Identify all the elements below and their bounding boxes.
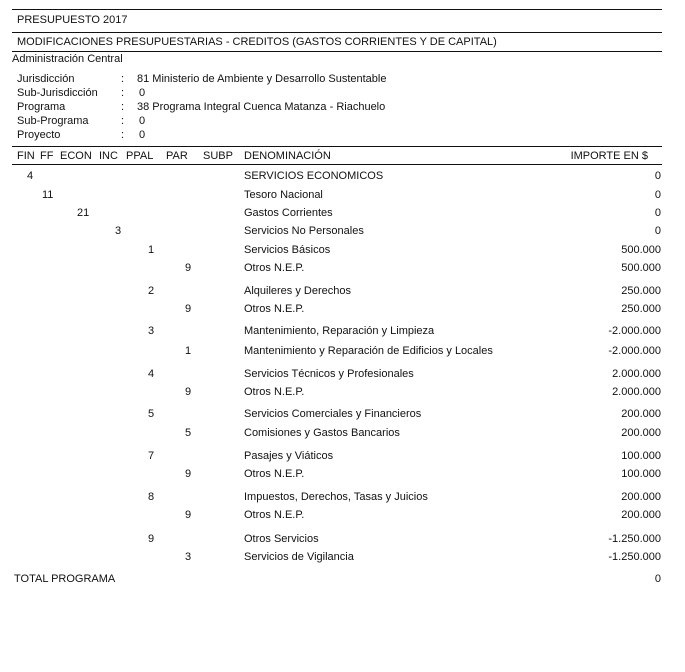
- row-importe: 2.000.000: [612, 386, 661, 398]
- info-sep: :: [121, 129, 125, 141]
- row-denominacion: Otros Servicios: [244, 533, 319, 545]
- total-label: TOTAL PROGRAMA: [14, 573, 116, 585]
- row-importe: 500.000: [621, 244, 661, 256]
- subtitle-rule: [12, 51, 662, 52]
- row-denominacion: Impuestos, Derechos, Tasas y Juicios: [244, 491, 428, 503]
- info-sep: :: [121, 101, 125, 113]
- row-importe: 0: [654, 170, 661, 182]
- row-importe: 2.000.000: [612, 368, 661, 380]
- row-code-par: 9: [185, 262, 192, 274]
- col-econ: ECON: [60, 150, 92, 162]
- title-rule: [12, 32, 662, 33]
- row-code-ppal: 9: [148, 533, 155, 545]
- row-importe: 200.000: [621, 491, 661, 503]
- info-label-proyecto: Proyecto: [17, 129, 61, 141]
- info-sep: :: [121, 87, 125, 99]
- row-code-fin: 4: [27, 170, 34, 182]
- row-code-par: 9: [185, 468, 192, 480]
- row-denominacion: Otros N.E.P.: [244, 386, 305, 398]
- row-denominacion: Servicios No Personales: [244, 225, 364, 237]
- row-code-par: 9: [185, 509, 192, 521]
- row-denominacion: Otros N.E.P.: [244, 468, 305, 480]
- info-value-programa: 38 Programa Integral Cuenca Matanza - Riachuelo: [137, 101, 386, 113]
- top-rule: [12, 9, 662, 10]
- row-importe: 100.000: [621, 468, 661, 480]
- info-label-jurisdiccion: Jurisdicción: [17, 73, 75, 85]
- row-denominacion: Otros N.E.P.: [244, 303, 305, 315]
- col-importe: IMPORTE EN $: [570, 150, 648, 162]
- info-sep: :: [121, 73, 125, 85]
- row-importe: -2.000.000: [608, 345, 661, 357]
- row-denominacion: Otros N.E.P.: [244, 509, 305, 521]
- col-ff: FF: [40, 150, 54, 162]
- row-importe: -1.250.000: [608, 533, 661, 545]
- table-header-top-rule: [12, 146, 662, 147]
- row-importe: 500.000: [621, 262, 661, 274]
- row-importe: 250.000: [621, 303, 661, 315]
- info-label-programa: Programa: [17, 101, 66, 113]
- row-importe: 200.000: [621, 408, 661, 420]
- row-code-ppal: 2: [148, 285, 155, 297]
- row-importe: 0: [654, 225, 661, 237]
- row-denominacion: Alquileres y Derechos: [244, 285, 351, 297]
- row-importe: -2.000.000: [608, 325, 661, 337]
- info-sep: :: [121, 115, 125, 127]
- admin-label: Administración Central: [12, 53, 123, 65]
- row-importe: 200.000: [621, 427, 661, 439]
- total-importe: 0: [654, 573, 661, 585]
- row-denominacion: Mantenimiento, Reparación y Limpieza: [244, 325, 435, 337]
- row-code-ppal: 5: [148, 408, 155, 420]
- row-code-ppal: 1: [148, 244, 155, 256]
- report-title: PRESUPUESTO 2017: [17, 14, 128, 26]
- row-code-econ: 21: [77, 207, 90, 219]
- row-denominacion: Servicios de Vigilancia: [244, 551, 354, 563]
- col-inc: INC: [99, 150, 118, 162]
- col-par: PAR: [166, 150, 188, 162]
- info-value-proyecto: 0: [139, 129, 146, 141]
- col-subp: SUBP: [203, 150, 233, 162]
- row-denominacion: SERVICIOS ECONOMICOS: [244, 170, 384, 182]
- row-code-ppal: 7: [148, 450, 155, 462]
- table-header-bottom-rule: [12, 164, 662, 165]
- row-denominacion: Servicios Técnicos y Profesionales: [244, 368, 414, 380]
- row-code-ppal: 8: [148, 491, 155, 503]
- row-importe: -1.250.000: [608, 551, 661, 563]
- row-code-inc: 3: [115, 225, 122, 237]
- row-importe: 200.000: [621, 509, 661, 521]
- col-ppal: PPAL: [126, 150, 154, 162]
- row-code-par: 9: [185, 386, 192, 398]
- info-value-subprograma: 0: [139, 115, 146, 127]
- row-importe: 0: [654, 207, 661, 219]
- row-code-par: 9: [185, 303, 192, 315]
- row-denominacion: Mantenimiento y Reparación de Edificios y Locales: [244, 345, 493, 357]
- info-label-subprograma: Sub-Programa: [17, 115, 89, 127]
- info-value-subjurisdiccion: 0: [139, 87, 146, 99]
- row-importe: 250.000: [621, 285, 661, 297]
- row-denominacion: Servicios Comerciales y Financieros: [244, 408, 422, 420]
- row-code-par: 3: [185, 551, 192, 563]
- row-importe: 0: [654, 189, 661, 201]
- row-code-par: 5: [185, 427, 192, 439]
- row-denominacion: Tesoro Nacional: [244, 189, 323, 201]
- row-code-ppal: 4: [148, 368, 155, 380]
- row-code-ff: 11: [42, 189, 54, 201]
- info-value-jurisdiccion: 81 Ministerio de Ambiente y Desarrollo Sustentable: [137, 73, 387, 85]
- report-subtitle: MODIFICACIONES PRESUPUESTARIAS - CREDITOS (GASTOS CORRIENTES Y DE CAPITAL): [17, 36, 497, 48]
- col-fin: FIN: [17, 150, 35, 162]
- col-denominacion: DENOMINACIÓN: [244, 150, 331, 162]
- row-denominacion: Gastos Corrientes: [244, 207, 333, 219]
- info-label-subjurisdiccion: Sub-Jurisdicción: [17, 87, 98, 99]
- row-denominacion: Servicios Básicos: [244, 244, 331, 256]
- row-denominacion: Comisiones y Gastos Bancarios: [244, 427, 400, 439]
- row-importe: 100.000: [621, 450, 661, 462]
- row-code-par: 1: [185, 345, 192, 357]
- row-denominacion: Pasajes y Viáticos: [244, 450, 334, 462]
- row-code-ppal: 3: [148, 325, 155, 337]
- row-denominacion: Otros N.E.P.: [244, 262, 305, 274]
